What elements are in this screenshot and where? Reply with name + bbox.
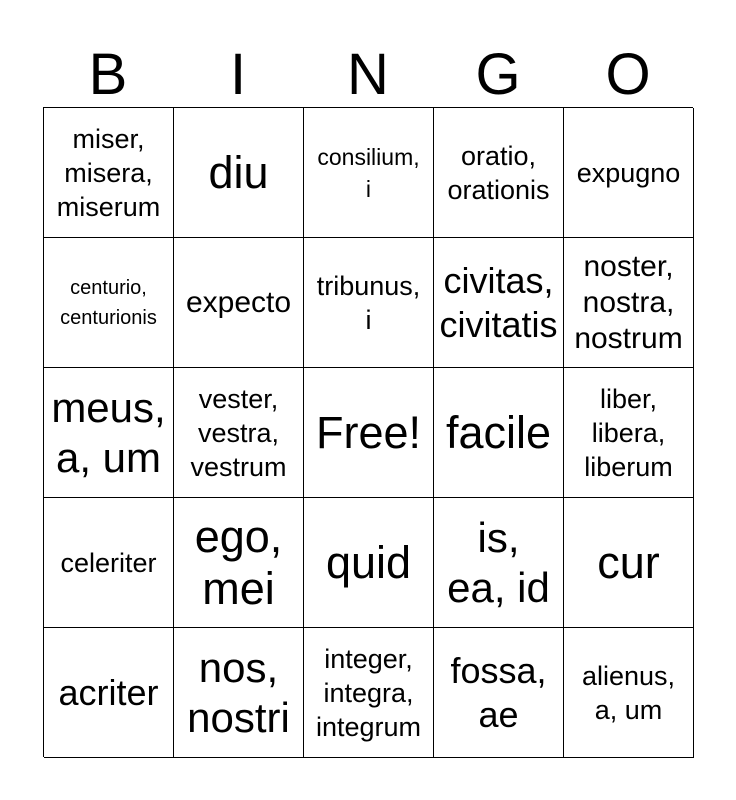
header-letter-i: I [229, 42, 247, 107]
bingo-cell[interactable]: diu [174, 108, 304, 238]
bingo-cell[interactable]: liber, libera, liberum [564, 368, 694, 498]
bingo-cell[interactable]: facile [434, 368, 564, 498]
bingo-card-grid [43, 107, 693, 757]
bingo-cell[interactable]: acriter [44, 628, 174, 758]
bingo-cell[interactable]: quid [304, 498, 434, 628]
bingo-cell[interactable]: noster, nostra, nostrum [564, 238, 694, 368]
bingo-cell[interactable]: vester, vestra, vestrum [174, 368, 304, 498]
bingo-cell[interactable]: meus, a, um [44, 368, 174, 498]
bingo-cell[interactable]: cur [564, 498, 694, 628]
header-letter-o: O [605, 42, 651, 107]
bingo-cell[interactable]: tribunus, i [304, 238, 434, 368]
bingo-cell[interactable]: oratio, orationis [434, 108, 564, 238]
bingo-cell[interactable]: alienus, a, um [564, 628, 694, 758]
header-letter-n: N [347, 42, 389, 107]
bingo-cell[interactable]: is, ea, id [434, 498, 564, 628]
header-letter-b: B [88, 42, 128, 107]
free-space-cell[interactable]: Free! [304, 368, 434, 498]
bingo-cell[interactable]: centurio, centurionis [44, 238, 174, 368]
bingo-cell[interactable]: expecto [174, 238, 304, 368]
bingo-cell[interactable]: celeriter [44, 498, 174, 628]
bingo-cell[interactable]: consilium, i [304, 108, 434, 238]
header-letter-g: G [475, 42, 521, 107]
bingo-cell[interactable]: nos, nostri [174, 628, 304, 758]
bingo-cell[interactable]: fossa, ae [434, 628, 564, 758]
bingo-cell[interactable]: expugno [564, 108, 694, 238]
bingo-cell[interactable]: integer, integra, integrum [304, 628, 434, 758]
bingo-header [43, 44, 693, 106]
bingo-cell[interactable]: civitas, civitatis [434, 238, 564, 368]
bingo-cell[interactable]: miser, misera, miserum [44, 108, 174, 238]
bingo-cell[interactable]: ego, mei [174, 498, 304, 628]
